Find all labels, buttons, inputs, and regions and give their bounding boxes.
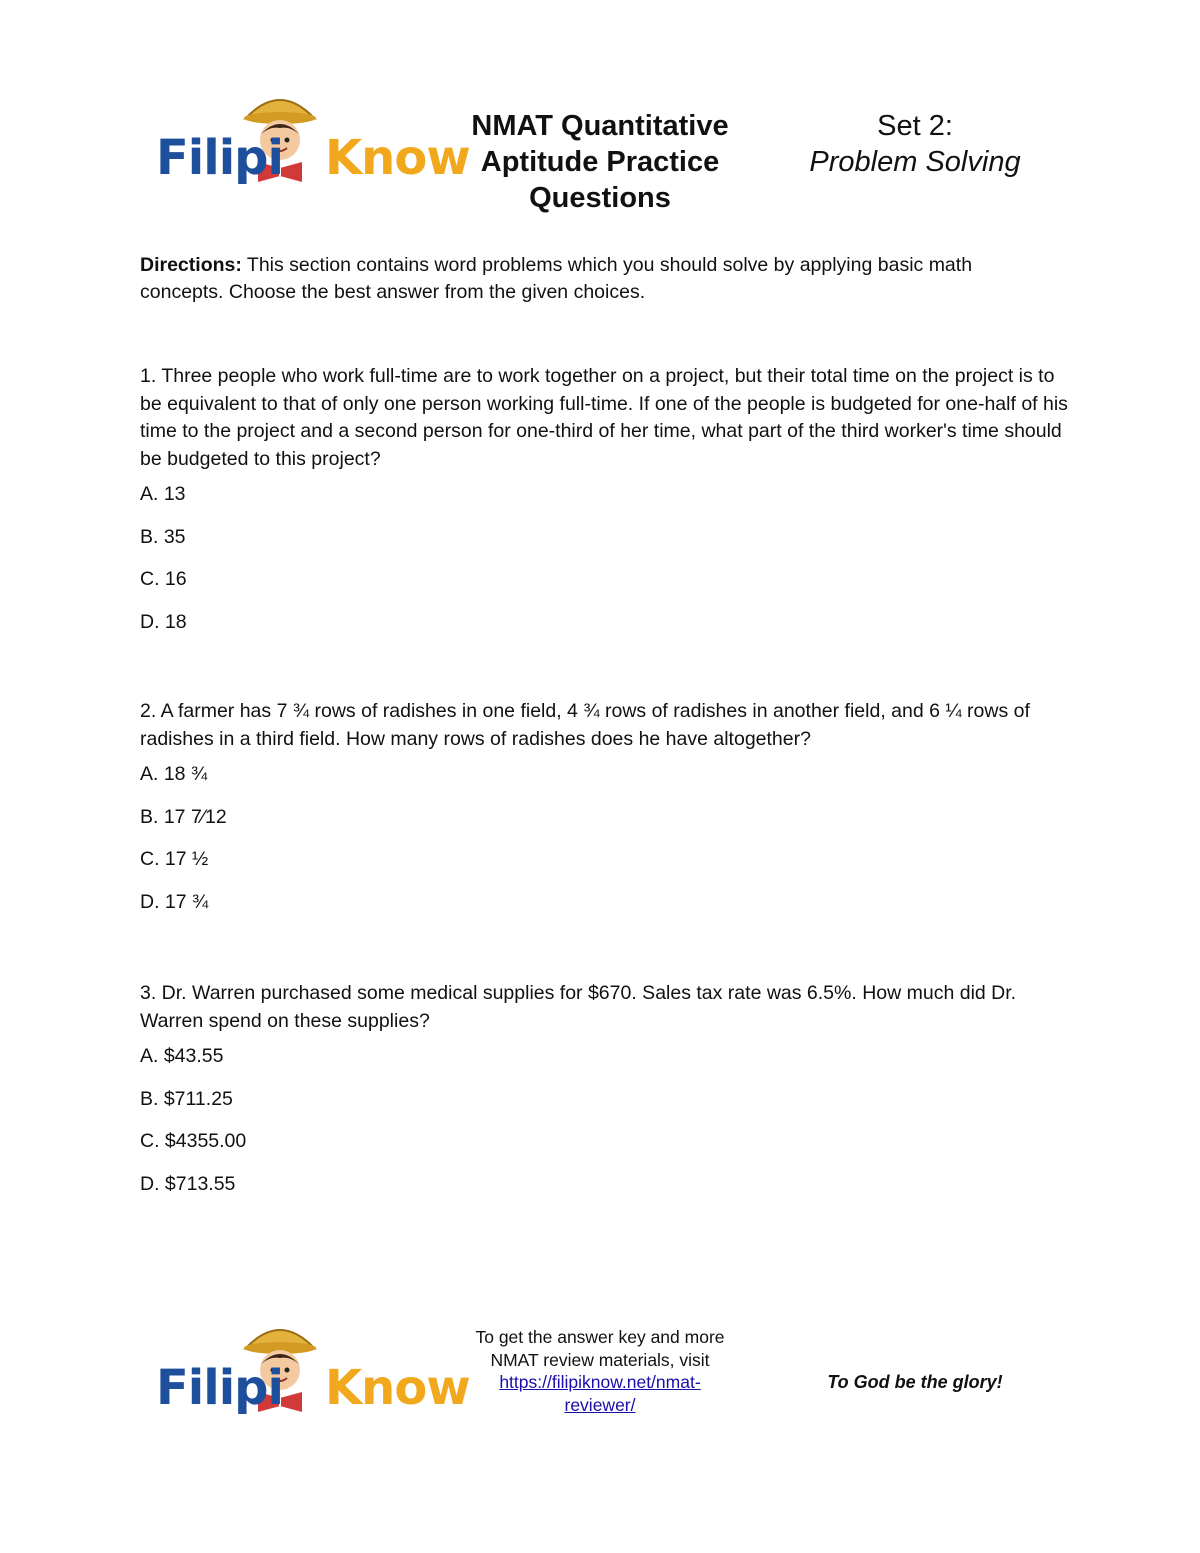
question-3	[140, 980, 1070, 1213]
question-text: 1. Three people who work full-time are to work together on a project, but their total time on the project is to be equivalent to that of only one person working full-time. If one of the people is budgeted for one-half of his time to the project and a second person for one-third of her time, what part of the third worker's time should be budgeted to this project?	[140, 365, 1068, 470]
question-text: 3. Dr. Warren purchased some medical supplies for $670. Sales tax rate was 6.5%. How much did Dr. Warren spend on these supplies?	[140, 982, 1017, 1032]
footer-logo	[150, 1318, 470, 1428]
choice-c: C. $4355.00	[140, 1130, 247, 1152]
choice-d: D. $713.55	[140, 1172, 236, 1195]
title-line-3: Questions	[529, 182, 671, 214]
reviewer-link-line-1[interactable]: https://filipiknow.net/nmat-	[499, 1372, 701, 1392]
footer-note	[440, 1326, 760, 1416]
footer-note-line-2: NMAT review materials, visit	[490, 1349, 710, 1370]
document-title	[430, 108, 770, 216]
choice-b: B. 35	[140, 525, 186, 548]
title-line-2: Aptitude Practice	[480, 146, 720, 178]
question-2	[140, 698, 1070, 931]
set-number: Set 2:	[877, 110, 953, 142]
set-subtitle: Problem Solving	[809, 146, 1021, 178]
directions	[140, 252, 1060, 306]
reviewer-link[interactable]	[440, 1371, 760, 1416]
choice-a: A. 18 ¾	[140, 763, 208, 785]
choice-d: D. 18	[140, 610, 187, 633]
choice-c: C. 17 ½	[140, 848, 209, 870]
choice-c: C. 16	[140, 568, 187, 590]
set-label	[790, 108, 1040, 180]
logo-wordmark: Filipi Know	[156, 1360, 470, 1416]
directions-text: This section contains word problems which you should solve by applying basic math concepts. Choose the best answer from the given choices.	[140, 254, 973, 303]
footer-note-line-1: To get the answer key and more	[475, 1327, 725, 1347]
question-text: 2. A farmer has 7 ¾ rows of radishes in one field, 4 ¾ rows of radishes in another field, and 6 ¼ rows of radishes in a third field. How many rows of radishes does he have altogether?	[140, 700, 1030, 750]
choice-d: D. 17 ¾	[140, 890, 209, 913]
question-1	[140, 363, 1070, 651]
choice-b: B. 17 7⁄12	[140, 805, 227, 828]
directions-label: Directions:	[140, 254, 242, 276]
logo-wordmark: Filipi Know	[156, 130, 470, 186]
title-line-1: NMAT Quantitative	[471, 110, 729, 142]
footer-motto: To God be the glory!	[827, 1372, 1003, 1392]
reviewer-link-line-2[interactable]: reviewer/	[564, 1394, 636, 1415]
choice-b: B. $711.25	[140, 1087, 233, 1110]
filipiknow-logo	[150, 88, 470, 198]
choice-a: A. 13	[140, 483, 186, 505]
choice-a: A. $43.55	[140, 1045, 224, 1067]
